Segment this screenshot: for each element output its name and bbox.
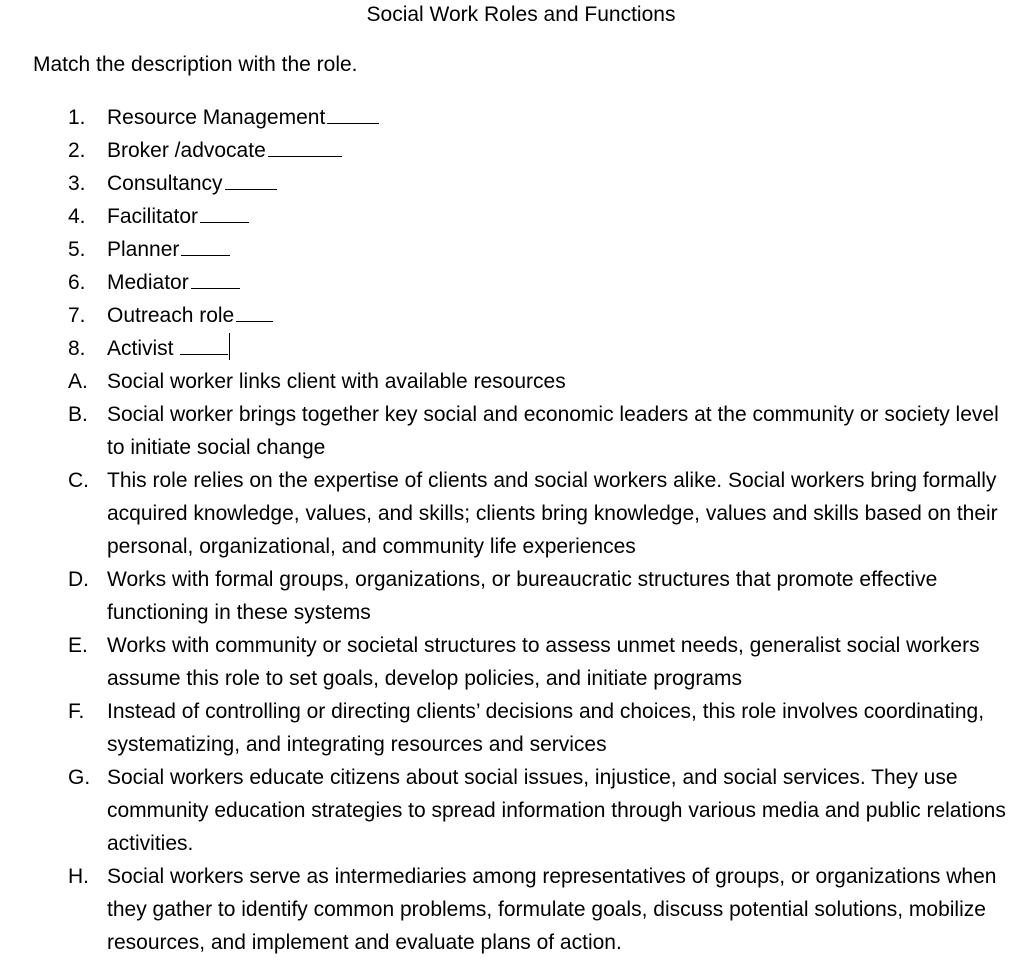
description-text: This role relies on the expertise of clients and social workers alike. Social workers bring formally acquired knowledge, values, and skills; clients bring knowledge, values and skills based on their personal, organizational, and community life experiences xyxy=(107,469,998,558)
description-item-h xyxy=(68,860,1008,959)
role-item-5 xyxy=(68,233,1008,266)
list-marker: C. xyxy=(68,469,89,492)
role-label: Resource Management xyxy=(107,106,326,129)
role-label: Facilitator xyxy=(107,205,199,228)
list-marker: 6. xyxy=(68,271,86,294)
answer-blank-1[interactable] xyxy=(327,106,379,124)
description-text: Social worker brings together key social and economic leaders at the community or society level to initiate social change xyxy=(107,403,999,459)
list-marker: F. xyxy=(68,700,85,723)
description-item-g xyxy=(68,761,1008,860)
role-item-4 xyxy=(68,200,1008,233)
instruction-text: Match the description with the role. xyxy=(33,53,358,76)
description-text: Social workers serve as intermediaries among representatives of groups, or organizations when they gather to identify common problems, formulate goals, discuss potential solutions, mobilize resources, and implement and evaluate plans of action. xyxy=(107,865,997,954)
description-text: Instead of controlling or directing clients’ decisions and choices, this role involves coordinating, systematizing, and integrating resources and services xyxy=(107,700,985,756)
document-title: Social Work Roles and Functions xyxy=(366,3,676,26)
list-marker: A. xyxy=(68,370,88,393)
list-marker: 4. xyxy=(68,205,86,228)
description-item-e xyxy=(68,629,1008,695)
answer-blank-7[interactable] xyxy=(236,304,273,322)
text-cursor xyxy=(229,333,230,360)
description-text: Works with formal groups, organizations, or bureaucratic structures that promote effective functioning in these systems xyxy=(107,568,938,624)
description-item-c xyxy=(68,464,1008,563)
role-label: Activist xyxy=(107,337,174,360)
list-marker: 8. xyxy=(68,337,86,360)
list-marker: B. xyxy=(68,403,88,426)
role-label: Outreach role xyxy=(107,304,235,327)
list-marker: 5. xyxy=(68,238,86,261)
list-marker: H. xyxy=(68,865,89,888)
role-item-7 xyxy=(68,299,1008,332)
list-marker: D. xyxy=(68,568,89,591)
list-marker: 1. xyxy=(68,106,86,129)
role-item-6 xyxy=(68,266,1008,299)
answer-blank-5[interactable] xyxy=(181,238,230,256)
list-marker: 2. xyxy=(68,139,86,162)
role-item-2 xyxy=(68,134,1008,167)
description-text: Social worker links client with available resources xyxy=(107,370,566,393)
role-label: Consultancy xyxy=(107,172,223,195)
list-marker: 7. xyxy=(68,304,86,327)
description-item-d xyxy=(68,563,1008,629)
role-item-8 xyxy=(68,332,1008,365)
description-item-a xyxy=(68,365,1008,398)
role-item-3 xyxy=(68,167,1008,200)
role-label: Mediator xyxy=(107,271,189,294)
answer-blank-8[interactable] xyxy=(180,337,228,355)
role-label: Broker /advocate xyxy=(107,139,266,162)
description-text: Social workers educate citizens about social issues, injustice, and social services. They use community education strategies to spread information through various media and public relations activities. xyxy=(107,766,1006,855)
answer-blank-3[interactable] xyxy=(225,172,277,190)
matching-list xyxy=(68,101,1008,959)
answer-blank-6[interactable] xyxy=(191,271,240,289)
description-item-b xyxy=(68,398,1008,464)
answer-blank-4[interactable] xyxy=(200,205,249,223)
role-item-1 xyxy=(68,101,1008,134)
role-label: Planner xyxy=(107,238,180,261)
answer-blank-2[interactable] xyxy=(268,139,342,157)
description-item-f xyxy=(68,695,1008,761)
list-marker: 3. xyxy=(68,172,86,195)
list-marker: G. xyxy=(68,766,91,789)
description-text: Works with community or societal structures to assess unmet needs, generalist social workers assume this role to set goals, develop policies, and initiate programs xyxy=(107,634,980,690)
list-marker: E. xyxy=(68,634,88,657)
